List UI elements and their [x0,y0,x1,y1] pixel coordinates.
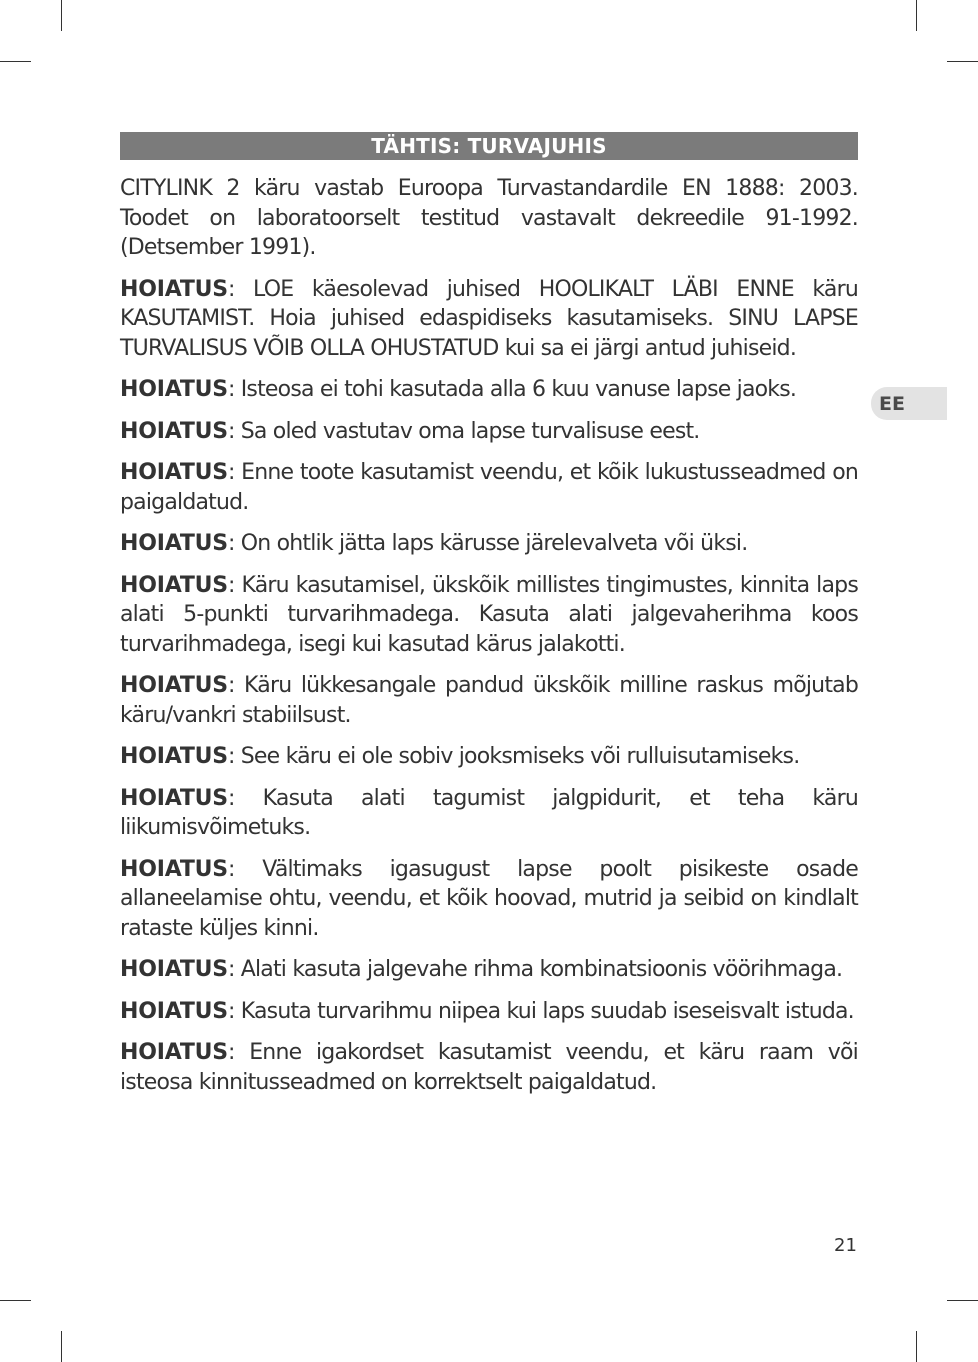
crop-mark [0,61,31,62]
warning-label: HOIATUS [120,785,228,811]
warning-paragraph [120,571,858,660]
language-tab: EE [871,387,947,420]
document-body [120,174,858,1109]
warning-paragraph [120,784,858,843]
intro-paragraph: CITYLINK 2 käru vastab Euroopa Turvastandardile EN 1888: 2003. Toodet on laboratoorselt testitud vastavalt dekreedile 91-1992. (Detsember 1991). [120,176,858,260]
warning-paragraph [120,742,858,772]
warning-text: : Vältimaks igasugust lapse poolt pisikeste osade allaneelamise ohtu, veendu, et kõik hoovad, mutrid ja seibid on kindlalt rataste küljes kinni. [120,856,858,941]
warning-text: : On ohtlik jätta laps kärusse järelevalveta või üksi. [227,531,748,556]
warning-label: HOIATUS [120,377,228,402]
crop-mark [916,1331,917,1362]
warning-paragraph [120,855,858,944]
warning-text: : Käru lükkesangale pandud ükskõik milline raskus mõjutab käru/vankri stabiilsust. [120,673,858,728]
warning-label: HOIATUS [120,1040,228,1065]
warning-paragraph [120,529,858,559]
crop-mark [916,0,917,31]
warning-text: : Isteosa ei tohi kasutada alla 6 kuu vanuse lapse jaoks. [227,377,797,402]
warning-text: : Enne toote kasutamist veendu, et kõik lukustusseadmed on paigaldatud. [120,460,858,515]
section-title: TÄHTIS: TURVAJUHIS [120,132,858,160]
warning-text: : Kasuta turvarihmu niipea kui laps suudab iseseisvalt istuda. [227,998,854,1024]
warning-text: : Alati kasuta jalgevahe rihma kombinatsioonis vöörihmaga. [227,957,843,982]
warning-paragraph [120,1038,858,1097]
warning-text: : Käru kasutamisel, ükskõik millistes tingimustes, kinnita laps alati 5-punkti turvarihmadega. Kasuta alati jalgevaherihma koos turvarihmadega, isegi kui kasutad kärus jalakotti. [120,572,858,657]
warning-label: HOIATUS [120,460,228,485]
warning-label: HOIATUS [120,744,228,769]
warning-label: HOIATUS [120,276,228,302]
warning-text: : Kasuta alati tagumist jalgpidurit, et teha käru liikumisvõimetuks. [120,785,858,840]
warning-paragraph [120,955,858,985]
warning-list [120,275,858,1098]
crop-mark [61,1331,62,1362]
warning-text: : LOE käesolevad juhised HOOLIKALT LÄBI ENNE käru KASUTAMIST. Hoia juhised edaspidiseks kasutamiseks. SINU LAPSE TURVALISUS VÕIB OLLA OHUSTATUD kui sa ei järgi antud juhiseid. [120,276,858,361]
warning-label: HOIATUS [120,572,228,598]
crop-mark [947,61,978,62]
warning-label: HOIATUS [120,418,228,444]
warning-paragraph [120,275,858,364]
crop-mark [61,0,62,31]
warning-paragraph [120,417,858,447]
warning-label: HOIATUS [120,856,228,882]
warning-label: HOIATUS [120,998,228,1024]
warning-paragraph [120,458,858,517]
warning-paragraph [120,375,858,405]
warning-paragraph [120,671,858,730]
crop-mark [0,1300,31,1301]
warning-paragraph [120,997,858,1027]
warning-label: HOIATUS [120,673,228,698]
crop-mark [947,1300,978,1301]
warning-text: : Enne igakordset kasutamist veendu, et käru raam või isteosa kinnitusseadmed on korrektselt paigaldatud. [120,1040,858,1095]
page-number: 21 [834,1235,857,1256]
warning-text: : See käru ei ole sobiv jooksmiseks või rulluisutamiseks. [227,744,800,769]
warning-label: HOIATUS [120,531,228,556]
warning-label: HOIATUS [120,957,228,982]
warning-text: : Sa oled vastutav oma lapse turvalisuse eest. [227,418,700,444]
